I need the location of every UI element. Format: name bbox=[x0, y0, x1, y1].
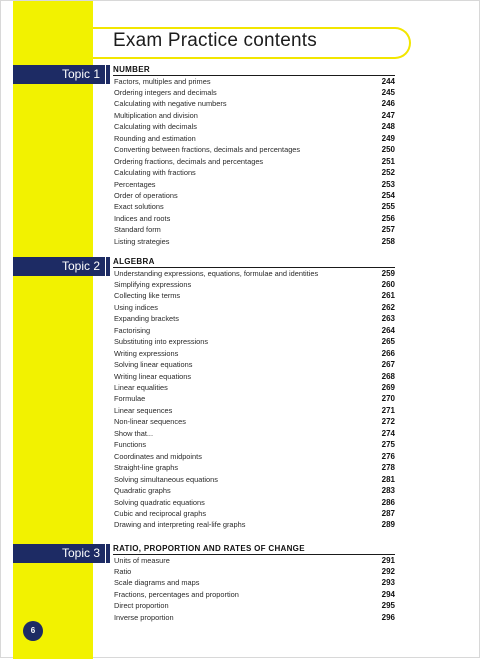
topic-tab-2[interactable]: Topic 2 bbox=[13, 257, 105, 276]
contents-entry[interactable] bbox=[113, 416, 395, 427]
entry-page-number: 286 bbox=[381, 497, 395, 507]
entry-title: Linear sequences bbox=[114, 405, 173, 415]
contents-entry[interactable] bbox=[113, 302, 395, 313]
contents-entry[interactable] bbox=[113, 76, 395, 87]
entry-title: Understanding expressions, equations, formulae and identities bbox=[114, 268, 319, 278]
entry-title: Calculating with negative numbers bbox=[114, 99, 227, 109]
entry-title: Listing strategies bbox=[114, 236, 170, 246]
contents-entry[interactable] bbox=[113, 462, 395, 473]
contents-entry[interactable] bbox=[113, 371, 395, 382]
topic-tab-3[interactable]: Topic 3 bbox=[13, 544, 105, 563]
entry-title: Writing linear equations bbox=[114, 371, 192, 381]
contents-entry[interactable] bbox=[113, 313, 395, 324]
entry-title: Cubic and reciprocal graphs bbox=[114, 508, 207, 518]
entry-title: Ratio bbox=[114, 566, 132, 576]
entry-page-number: 283 bbox=[381, 486, 395, 496]
entry-page-number: 289 bbox=[381, 520, 395, 530]
entry-page-number: 247 bbox=[381, 110, 395, 120]
contents-entry[interactable] bbox=[113, 577, 395, 588]
contents-entry[interactable] bbox=[113, 451, 395, 462]
contents-entry[interactable] bbox=[113, 508, 395, 519]
entry-title: Ordering integers and decimals bbox=[114, 87, 217, 97]
contents-entry[interactable] bbox=[113, 144, 395, 155]
entry-title: Using indices bbox=[114, 302, 158, 312]
entry-page-number: 250 bbox=[381, 145, 395, 155]
entry-page-number: 266 bbox=[381, 348, 395, 358]
contents-entry[interactable] bbox=[113, 268, 395, 279]
entry-title: Functions bbox=[114, 440, 147, 450]
entry-title: Quadratic graphs bbox=[114, 486, 171, 496]
topic-tab-1[interactable]: Topic 1 bbox=[13, 65, 105, 84]
contents-entry[interactable] bbox=[113, 519, 395, 530]
entry-page-number: 293 bbox=[381, 578, 395, 588]
entry-page-number: 268 bbox=[381, 371, 395, 381]
entry-page-number: 264 bbox=[381, 325, 395, 335]
entry-title: Show that... bbox=[114, 428, 154, 438]
entry-page-number: 260 bbox=[381, 279, 395, 289]
contents-entry[interactable] bbox=[113, 600, 395, 611]
entry-page-number: 296 bbox=[381, 612, 395, 622]
entry-page-number: 270 bbox=[381, 394, 395, 404]
entry-title: Formulae bbox=[114, 394, 146, 404]
entry-page-number: 274 bbox=[381, 428, 395, 438]
contents-entry[interactable] bbox=[113, 87, 395, 98]
entry-title: Rounding and estimation bbox=[114, 133, 196, 143]
entry-title: Converting between fractions, decimals and percentages bbox=[114, 145, 301, 155]
entry-title: Fractions, percentages and proportion bbox=[114, 589, 239, 599]
entry-title: Exact solutions bbox=[114, 202, 164, 212]
entry-page-number: 259 bbox=[381, 268, 395, 278]
entry-title: Solving simultaneous equations bbox=[114, 474, 218, 484]
entry-page-number: 267 bbox=[381, 360, 395, 370]
entry-title: Inverse proportion bbox=[114, 612, 174, 622]
page-number-badge: 6 bbox=[23, 621, 43, 641]
entry-title: Standard form bbox=[114, 225, 161, 235]
entry-title: Factors, multiples and primes bbox=[114, 76, 211, 86]
contents-entry[interactable] bbox=[113, 224, 395, 235]
entry-page-number: 252 bbox=[381, 168, 395, 178]
entry-page-number: 251 bbox=[381, 156, 395, 166]
entry-page-number: 254 bbox=[381, 191, 395, 200]
entry-page-number: 263 bbox=[381, 314, 395, 324]
entry-page-number: 255 bbox=[381, 202, 395, 212]
entry-title: Writing expressions bbox=[114, 348, 179, 358]
entry-title: Collecting like terms bbox=[114, 291, 181, 301]
contents-entry[interactable] bbox=[113, 359, 395, 370]
entry-title: Calculating with decimals bbox=[114, 122, 197, 132]
contents-entry[interactable] bbox=[113, 133, 395, 144]
contents-entry[interactable] bbox=[113, 213, 395, 224]
contents-entry[interactable] bbox=[113, 179, 395, 190]
page-title: Exam Practice contents bbox=[113, 30, 317, 51]
contents-entry[interactable] bbox=[113, 236, 395, 247]
entry-page-number: 291 bbox=[381, 555, 395, 565]
entry-page-number: 276 bbox=[381, 451, 395, 461]
entry-title: Solving linear equations bbox=[114, 360, 193, 370]
contents-entry[interactable] bbox=[113, 348, 395, 359]
entry-title: Indices and roots bbox=[114, 213, 171, 223]
contents-entry[interactable] bbox=[113, 336, 395, 347]
entry-title: Multiplication and division bbox=[114, 110, 198, 120]
entry-title: Coordinates and midpoints bbox=[114, 451, 202, 461]
entry-title: Units of measure bbox=[114, 555, 170, 565]
entry-title: Drawing and interpreting real-life graphs bbox=[114, 520, 246, 530]
entry-title: Non-linear sequences bbox=[114, 417, 186, 427]
entry-title: Ordering fractions, decimals and percentages bbox=[114, 156, 264, 166]
entry-title: Straight-line graphs bbox=[114, 463, 179, 473]
entry-page-number: 248 bbox=[381, 122, 395, 132]
contents-entry[interactable] bbox=[113, 110, 395, 121]
entry-title: Factorising bbox=[114, 325, 151, 335]
entry-title: Substituting into expressions bbox=[114, 337, 209, 347]
entry-title: Linear equalities bbox=[114, 383, 168, 392]
contents-entry[interactable] bbox=[113, 428, 395, 439]
entry-page-number: 257 bbox=[381, 225, 395, 235]
entry-page-number: 265 bbox=[381, 337, 395, 347]
entry-page-number: 294 bbox=[381, 589, 395, 599]
entry-title: Direct proportion bbox=[114, 601, 169, 611]
contents-entry[interactable] bbox=[113, 612, 395, 623]
contents-entry[interactable] bbox=[113, 121, 395, 132]
entry-page-number: 258 bbox=[381, 236, 395, 246]
contents-entry[interactable] bbox=[113, 485, 395, 496]
entry-page-number: 287 bbox=[381, 508, 395, 518]
contents-entry[interactable] bbox=[113, 201, 395, 212]
entry-page-number: 281 bbox=[381, 474, 395, 484]
contents-entry[interactable] bbox=[113, 474, 395, 485]
entry-page-number: 261 bbox=[381, 291, 395, 301]
entry-page-number: 292 bbox=[381, 566, 395, 576]
entry-page-number: 262 bbox=[381, 302, 395, 312]
contents-entry[interactable] bbox=[113, 439, 395, 450]
section-heading: NUMBER bbox=[113, 65, 150, 74]
entry-page-number: 272 bbox=[381, 417, 395, 427]
contents-entry[interactable] bbox=[113, 497, 395, 508]
contents-entry[interactable] bbox=[113, 589, 395, 600]
section-heading: ALGEBRA bbox=[113, 257, 155, 266]
contents-entry[interactable] bbox=[113, 167, 395, 178]
entry-page-number: 269 bbox=[381, 383, 395, 392]
contents-entry[interactable] bbox=[113, 405, 395, 416]
contents-entry[interactable] bbox=[113, 566, 395, 577]
contents-entry[interactable] bbox=[113, 279, 395, 290]
contents-entry[interactable] bbox=[113, 382, 395, 393]
contents-entry[interactable] bbox=[113, 190, 395, 201]
entry-title: Order of operations bbox=[114, 191, 178, 200]
section-heading: RATIO, PROPORTION AND RATES OF CHANGE bbox=[113, 544, 305, 553]
contents-entry[interactable] bbox=[113, 393, 395, 404]
entry-page-number: 246 bbox=[381, 99, 395, 109]
entry-title: Percentages bbox=[114, 179, 156, 189]
entry-page-number: 278 bbox=[381, 463, 395, 473]
entry-title: Simplifying expressions bbox=[114, 279, 192, 289]
entry-page-number: 244 bbox=[381, 76, 395, 86]
entry-page-number: 249 bbox=[381, 133, 395, 143]
contents-entry[interactable] bbox=[113, 98, 395, 109]
entry-page-number: 275 bbox=[381, 440, 395, 450]
entry-title: Expanding brackets bbox=[114, 314, 179, 324]
entry-page-number: 253 bbox=[381, 179, 395, 189]
contents-entry[interactable] bbox=[113, 325, 395, 336]
entry-title: Calculating with fractions bbox=[114, 168, 196, 178]
entry-page-number: 256 bbox=[381, 213, 395, 223]
entry-page-number: 295 bbox=[381, 601, 395, 611]
entry-title: Solving quadratic equations bbox=[114, 497, 205, 507]
contents-entry[interactable] bbox=[113, 290, 395, 301]
entry-page-number: 245 bbox=[381, 87, 395, 97]
entry-page-number: 271 bbox=[381, 405, 395, 415]
contents-entry[interactable] bbox=[113, 555, 395, 566]
entry-title: Scale diagrams and maps bbox=[114, 578, 200, 588]
contents-entry[interactable] bbox=[113, 156, 395, 167]
